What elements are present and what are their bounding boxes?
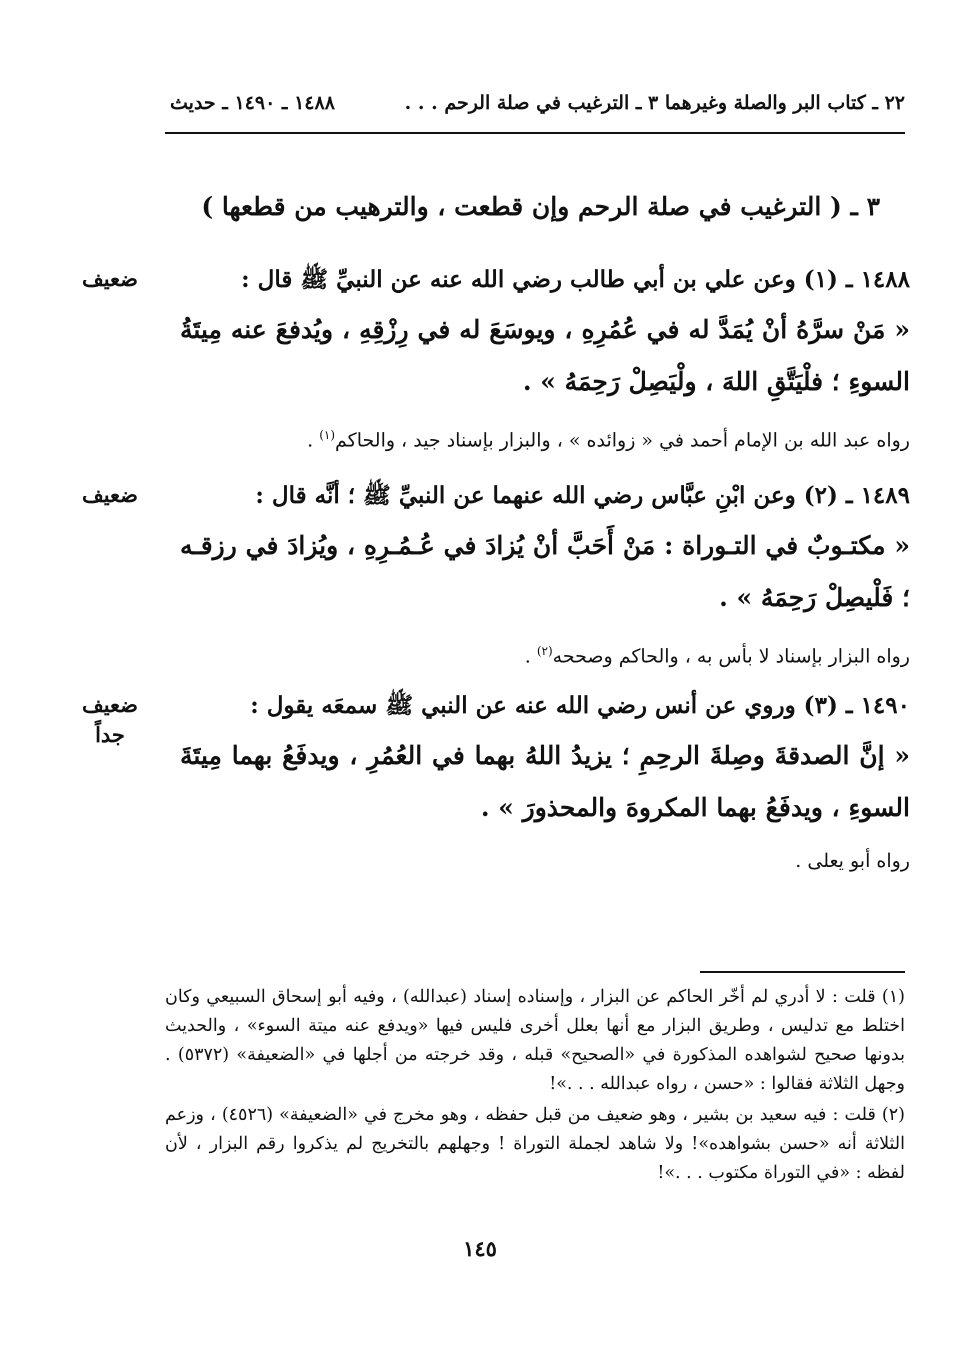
source-text: رواه البزار بإسناد لا بأس به ، والحاكم وصححه bbox=[552, 645, 910, 668]
hadith-grade bbox=[60, 690, 160, 750]
footnote-separator bbox=[700, 971, 905, 973]
header-rule bbox=[165, 132, 905, 134]
hadith-source bbox=[180, 420, 910, 455]
footnote-marker[interactable]: (٢) bbox=[536, 644, 553, 658]
source-text: رواه عبد الله بن الإمام أحمد في « زوائده » ، والبزار بإسناد جيد ، والحاكم bbox=[335, 429, 910, 452]
page-number: ١٤٥ bbox=[463, 1236, 497, 1261]
hadith-intro: ١٤٩٠ ـ (٣) وروي عن أنس رضي الله عنه عن النبي ﷺ سمعَه يقول : bbox=[250, 692, 910, 719]
header-hadith-range: ١٤٨٨ ـ ١٤٩٠ ـ حديث bbox=[170, 92, 335, 114]
chapter-title: ٣ ـ ( الترغيب في صلة الرحم وإن قطعت ، والترهيب من قطعها ) bbox=[201, 192, 880, 221]
hadith-source bbox=[180, 636, 910, 671]
hadith-text: « مَنْ سرَّهُ أنْ يُمَدَّ له في عُمُرِهِ ، ويوسَعَ له في رِزْقِهِ ، ويُدفعَ عنه مِيتَةُ السوءِ ؛ فلْيَتَّقِ اللهَ ، ولْيَصِلْ رَحِمَهُ » . bbox=[180, 315, 910, 396]
grade-label: ضعيف bbox=[81, 692, 139, 717]
footnote: (٢) قلت : فيه سعيد بن بشير ، وهو ضعيف من قبل حفظه ، وهو مخرج في «الضعيفة» (٤٥٢٦) ، وزعم الثلاثة أنه «حسن بشواهده»! ولا شاهد لجملة التوراة ! وجهلهم بالتخريج لم يذكروا رقم البزار ، لأن لفظه : «في التوراة مكتوب . . .»! bbox=[165, 1105, 905, 1183]
source-end: . bbox=[307, 429, 320, 452]
grade-label: ضعيف bbox=[81, 266, 139, 291]
hadith-body bbox=[180, 478, 910, 671]
hadith-body bbox=[180, 262, 910, 455]
source-end: . bbox=[524, 645, 537, 668]
hadith-intro: ١٤٨٨ ـ (١) وعن علي بن أبي طالب رضي الله عنه عن النبيِّ ﷺ قال : bbox=[241, 266, 910, 293]
hadith-body bbox=[180, 688, 910, 876]
grade-qualifier: جداً bbox=[95, 722, 125, 747]
hadith-intro: ١٤٨٩ ـ (٢) وعن ابْنِ عبَّاس رضي الله عنهما عن النبيِّ ﷺ ؛ أنَّه قال : bbox=[255, 482, 910, 509]
running-header bbox=[170, 88, 905, 118]
source-text: رواه أبو يعلى . bbox=[795, 850, 910, 872]
footnotes bbox=[165, 983, 905, 1190]
hadith-text: « إنَّ الصدقةَ وصِلةَ الرحِمِ ؛ يزيدُ اللهُ بهما في العُمُرِ ، ويدفَعُ بهما مِيتَةَ السوءِ ، ويدفَعُ بهما المكروهَ والمحذورَ » . bbox=[180, 741, 910, 822]
hadith-grade bbox=[60, 264, 160, 294]
header-chapter: ٢٢ ـ كتاب البر والصلة وغيرهما ٣ ـ الترغيب في صلة الرحم . . . bbox=[404, 92, 905, 114]
footnote-marker[interactable]: (١) bbox=[319, 428, 336, 442]
grade-label: ضعيف bbox=[81, 482, 139, 507]
footnote: (١) قلت : لا أدري لم أخّر الحاكم عن البزار ، وإسناده إسناد (عبدالله) ، وفيه أبو إسحاق السبيعي وكان اختلط مع تدليس ، وطريق البزار مع أنها بعلل أخرى فليس فيها «ويدفع عنه ميتة السوء» ، والحديث بدونها صحيح لشواهده المذكورة في «الصحيح» قبله ، وقد خرجته من أجلها في «الضعيفة» (٥٣٧٢) . وجهل الثلاثة فقالوا : «حسن ، رواه عبدالله . . .»! bbox=[165, 987, 905, 1094]
hadith-grade bbox=[60, 480, 160, 510]
hadith-source bbox=[180, 846, 910, 876]
hadith-text: « مكتـوبٌ في التـوراة : مَنْ أَحَبَّ أنْ يُزادَ في عُـمُـرِهِ ، ويُزادَ في رزقـه ؛ فَلْيصِلْ رَحِمَهُ » . bbox=[180, 531, 910, 612]
